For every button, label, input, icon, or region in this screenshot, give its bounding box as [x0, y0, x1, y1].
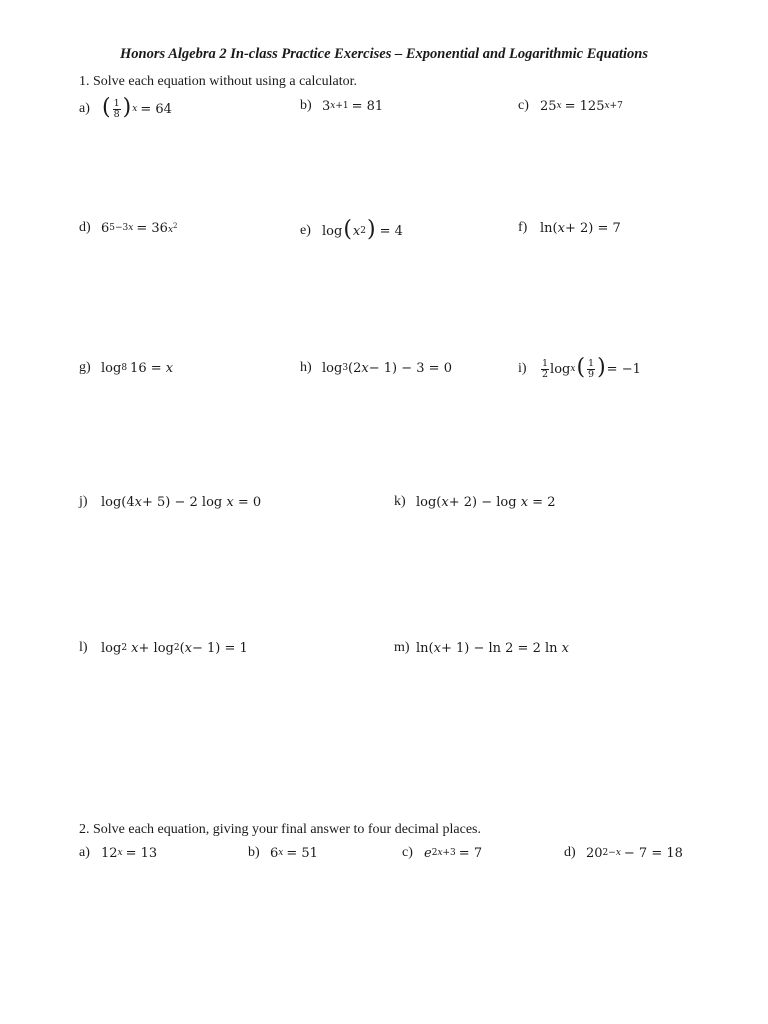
- exercise-label: f): [518, 220, 528, 235]
- equation: ln( x + 1) − ln 2 = 2 ln x: [416, 640, 569, 656]
- equation: 25 x = 125 x+7: [540, 98, 623, 114]
- section-2-instruction: 2. Solve each equation, giving your final answer to four decimal places.: [79, 822, 481, 837]
- section-1-instruction: 1. Solve each equation without using a calculator.: [79, 74, 357, 89]
- exercise-1f: [518, 220, 621, 236]
- exercise-label: e): [300, 223, 311, 238]
- equation: log 8 16 = x: [101, 360, 174, 376]
- page-title: Honors Algebra 2 In-class Practice Exercises – Exponential and Logarithmic Equations: [120, 46, 648, 62]
- exercise-1d: [79, 220, 177, 236]
- equation: 3 x+1 = 81: [322, 98, 384, 114]
- exercise-label: j): [79, 494, 88, 509]
- equation: log 3 (2 x − 1) − 3 = 0: [322, 360, 452, 376]
- exercise-2b: [248, 845, 318, 861]
- exercise-label: c): [518, 98, 529, 113]
- exercise-1e: [300, 217, 403, 242]
- equation: e 2x+3 = 7: [424, 845, 483, 861]
- exercise-1l: [79, 640, 248, 656]
- exercise-1k: [394, 494, 555, 510]
- exercise-2c: [402, 845, 482, 861]
- exercise-label: a): [79, 101, 90, 116]
- exercise-label: g): [79, 360, 91, 375]
- equation: 12 x = 13: [101, 845, 158, 861]
- exercise-label: d): [564, 845, 576, 860]
- equation: ln( x + 2) = 7: [540, 220, 621, 236]
- exercise-label: b): [300, 98, 312, 113]
- equation: log ( x 2 ) = 4: [322, 217, 403, 242]
- exercise-2d: [564, 845, 683, 861]
- equation: log 2 x + log 2 ( x − 1) = 1: [101, 640, 248, 656]
- exercise-1m: [394, 640, 569, 656]
- exercise-1h: [300, 360, 452, 376]
- exercise-label: b): [248, 845, 260, 860]
- exercise-label: k): [394, 494, 406, 509]
- exercise-label: a): [79, 845, 90, 860]
- exercise-label: m): [394, 640, 410, 655]
- exercise-label: c): [402, 845, 413, 860]
- exercise-1g: [79, 360, 173, 376]
- exercise-1i: [518, 355, 641, 380]
- equation: log( x + 2) − log x = 2: [416, 494, 556, 510]
- exercise-label: l): [79, 640, 88, 655]
- exercise-2a: [79, 845, 157, 861]
- exercise-1c: [518, 98, 623, 114]
- equation: $\frac{1}{2}$ log x ( $\frac{1}{9}$ ) = −1: [542, 355, 641, 380]
- exercise-1b: [300, 98, 383, 114]
- equation: log(4 x + 5) − 2 log x = 0: [101, 494, 262, 510]
- exercise-label: i): [518, 361, 527, 376]
- exercise-label: d): [79, 220, 91, 235]
- equation: 20 2−x − 7 = 18: [586, 845, 683, 861]
- exercise-label: h): [300, 360, 312, 375]
- equation: ( $\frac{1}{8}$ ) x = 64: [102, 95, 172, 120]
- exercise-1a: [79, 95, 172, 120]
- exercise-1j: [79, 494, 261, 510]
- equation: 6 5−3x = 36 $x^2$: [101, 220, 178, 236]
- equation: 6 x = 51: [270, 845, 318, 861]
